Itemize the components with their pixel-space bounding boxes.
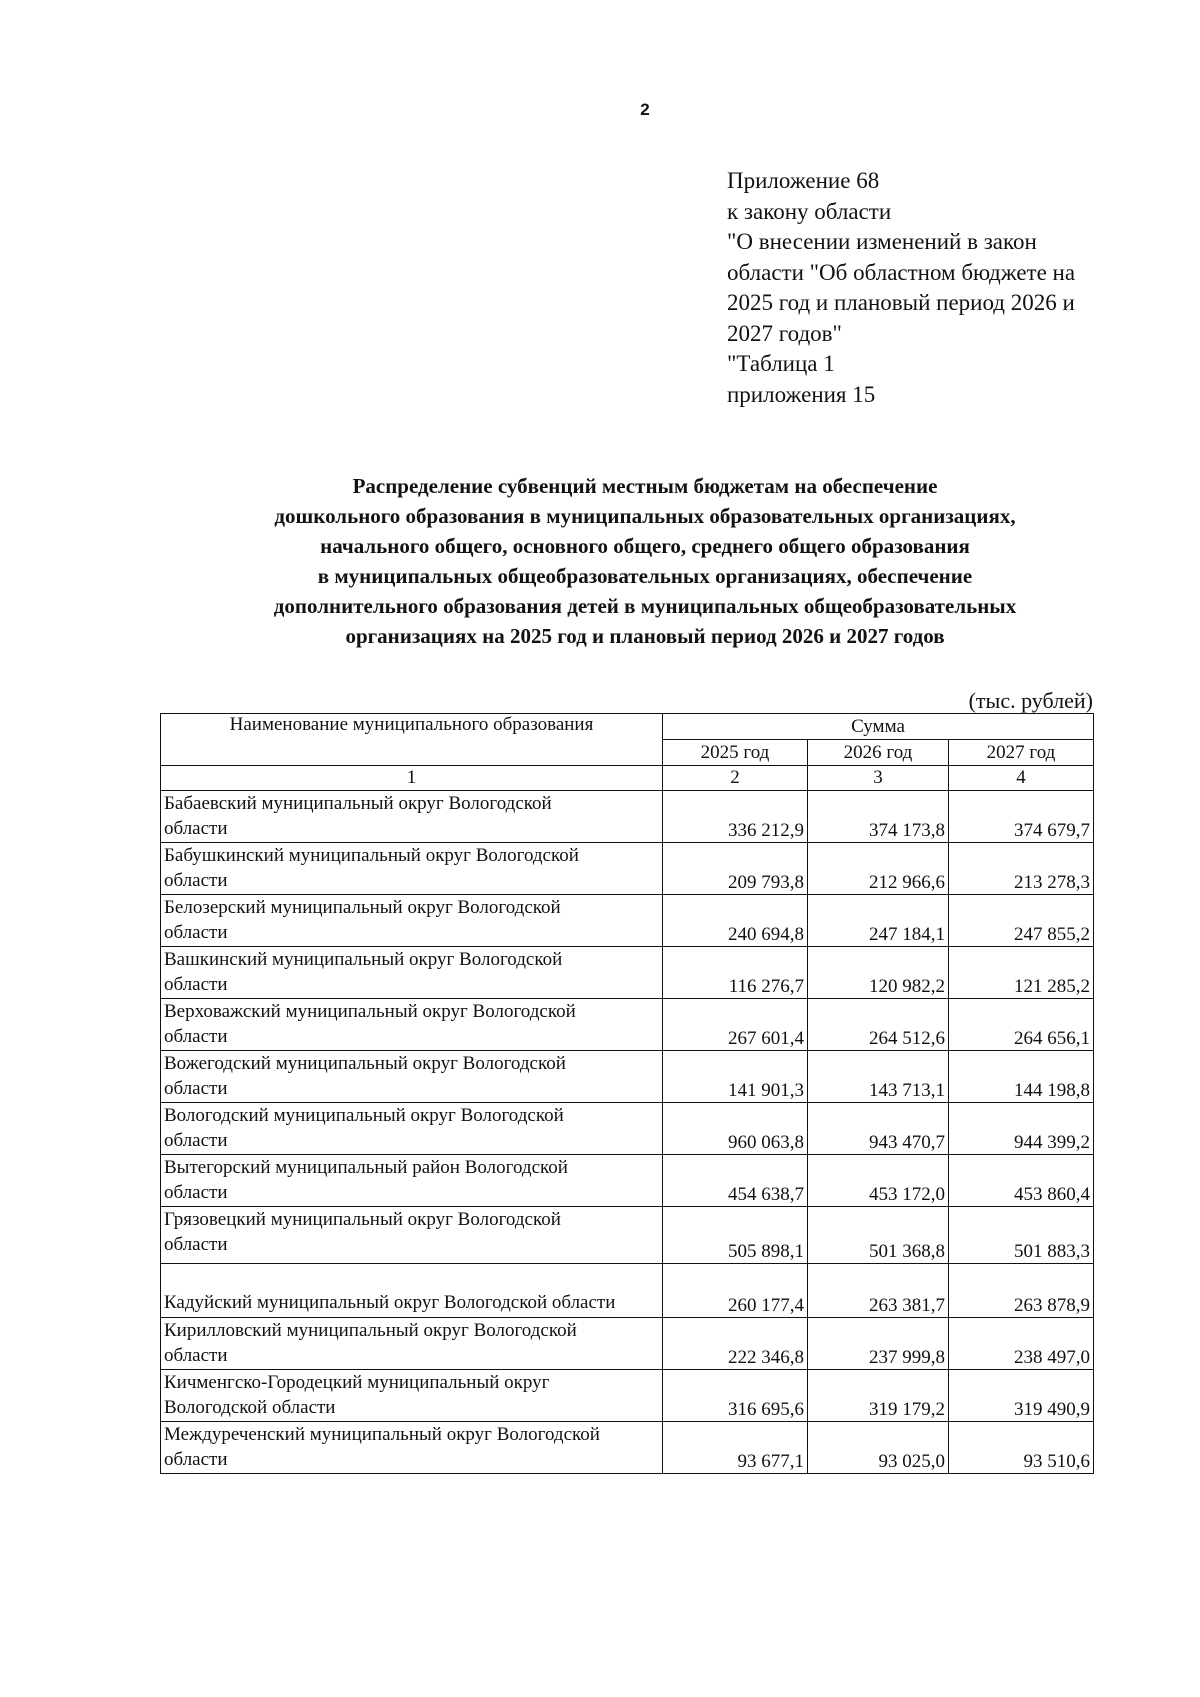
- value-2026: 212 966,6: [808, 843, 949, 895]
- municipality-name: Междуреченский муниципальный округ Вологодской области: [161, 1422, 663, 1474]
- municipality-name: Вологодский муниципальный округ Вологодской области: [161, 1103, 663, 1155]
- value-2027: 374 679,7: [949, 791, 1094, 843]
- value-2025: 141 901,3: [663, 1051, 808, 1103]
- header-sum: Сумма: [663, 714, 1094, 740]
- title-line: дошкольного образования в муниципальных образовательных организациях,: [274, 504, 1016, 528]
- value-2026: 453 172,0: [808, 1155, 949, 1207]
- table-row: [161, 947, 1094, 999]
- appendix-line: "О внесении изменений в закон: [727, 229, 1037, 254]
- subventions-table: [160, 713, 1094, 1474]
- value-2025: 267 601,4: [663, 999, 808, 1051]
- value-2026: 143 713,1: [808, 1051, 949, 1103]
- value-2025: 960 063,8: [663, 1103, 808, 1155]
- value-2026: 263 381,7: [808, 1264, 949, 1318]
- table-row: [161, 843, 1094, 895]
- table-row: [161, 999, 1094, 1051]
- municipality-name: Верховажский муниципальный округ Вологодской области: [161, 999, 663, 1051]
- table-row: [161, 1051, 1094, 1103]
- value-2026: 319 179,2: [808, 1370, 949, 1422]
- table-row: [161, 1370, 1094, 1422]
- value-2025: 316 695,6: [663, 1370, 808, 1422]
- value-2027: 93 510,6: [949, 1422, 1094, 1474]
- table-row: [161, 1207, 1094, 1264]
- value-2025: 209 793,8: [663, 843, 808, 895]
- municipality-name: Кадуйский муниципальный округ Вологодской области: [161, 1264, 663, 1318]
- value-2026: 374 173,8: [808, 791, 949, 843]
- value-2027: 264 656,1: [949, 999, 1094, 1051]
- column-number: 4: [949, 766, 1094, 791]
- table-row: [161, 1264, 1094, 1318]
- municipality-name: Бабушкинский муниципальный округ Вологодской области: [161, 843, 663, 895]
- value-2026: 237 999,8: [808, 1318, 949, 1370]
- value-2027: 121 285,2: [949, 947, 1094, 999]
- value-2027: 263 878,9: [949, 1264, 1094, 1318]
- value-2025: 505 898,1: [663, 1207, 808, 1264]
- title-line: начального общего, основного общего, среднего общего образования: [320, 534, 970, 558]
- value-2025: 222 346,8: [663, 1318, 808, 1370]
- title-line: организациях на 2025 год и плановый период 2026 и 2027 годов: [345, 624, 945, 648]
- municipality-name: Белозерский муниципальный округ Вологодской области: [161, 895, 663, 947]
- table-row: [161, 1103, 1094, 1155]
- municipality-name: Вашкинский муниципальный округ Вологодской области: [161, 947, 663, 999]
- appendix-line: приложения 15: [727, 381, 876, 407]
- header-year-2025: 2025 год: [663, 740, 808, 766]
- table-row: [161, 1155, 1094, 1207]
- value-2026: 501 368,8: [808, 1207, 949, 1264]
- value-2025: 240 694,8: [663, 895, 808, 947]
- column-number: 2: [663, 766, 808, 791]
- value-2027: 144 198,8: [949, 1051, 1094, 1103]
- appendix-line: "Таблица 1: [727, 351, 835, 376]
- value-2027: 247 855,2: [949, 895, 1094, 947]
- value-2027: 238 497,0: [949, 1318, 1094, 1370]
- value-2027: 944 399,2: [949, 1103, 1094, 1155]
- municipality-name: Кичменгско-Городецкий муниципальный округ Вологодской области: [161, 1370, 663, 1422]
- page-number: 2: [640, 100, 650, 119]
- column-number: 1: [161, 766, 663, 791]
- table-row: [161, 791, 1094, 843]
- header-name: Наименование муниципального образования: [161, 714, 663, 766]
- value-2025: 454 638,7: [663, 1155, 808, 1207]
- appendix-line: к закону области: [727, 198, 892, 224]
- value-2025: 93 677,1: [663, 1422, 808, 1474]
- document-title: [150, 471, 1140, 651]
- appendix-reference: [727, 166, 1127, 410]
- value-2025: 336 212,9: [663, 791, 808, 843]
- table-row: [161, 895, 1094, 947]
- title-line: дополнительного образования детей в муниципальных общеобразовательных: [273, 594, 1017, 618]
- appendix-line: 2025 год и плановый период 2026 и: [727, 290, 1075, 315]
- municipality-name: Грязовецкий муниципальный округ Вологодской области: [161, 1207, 663, 1264]
- value-2026: 120 982,2: [808, 947, 949, 999]
- municipality-name: Кирилловский муниципальный округ Вологодской области: [161, 1318, 663, 1370]
- header-year-2027: 2027 год: [949, 740, 1094, 766]
- title-line: в муниципальных общеобразовательных организациях, обеспечение: [317, 564, 973, 588]
- value-2026: 93 025,0: [808, 1422, 949, 1474]
- value-2026: 264 512,6: [808, 999, 949, 1051]
- table-row: [161, 1318, 1094, 1370]
- table-row: [161, 1422, 1094, 1474]
- value-2027: 319 490,9: [949, 1370, 1094, 1422]
- municipality-name: Бабаевский муниципальный округ Вологодской области: [161, 791, 663, 843]
- municipality-name: Вытегорский муниципальный район Вологодской области: [161, 1155, 663, 1207]
- value-2025: 116 276,7: [663, 947, 808, 999]
- value-2027: 453 860,4: [949, 1155, 1094, 1207]
- value-2026: 247 184,1: [808, 895, 949, 947]
- header-year-2026: 2026 год: [808, 740, 949, 766]
- appendix-line: Приложение 68: [727, 168, 880, 193]
- units-label: (тыс. рублей): [968, 688, 1093, 713]
- value-2027: 501 883,3: [949, 1207, 1094, 1264]
- appendix-line: 2027 годов": [727, 320, 842, 346]
- value-2026: 943 470,7: [808, 1103, 949, 1155]
- column-number: 3: [808, 766, 949, 791]
- value-2025: 260 177,4: [663, 1264, 808, 1318]
- title-line: Распределение субвенций местным бюджетам на обеспечение: [352, 474, 938, 498]
- value-2027: 213 278,3: [949, 843, 1094, 895]
- appendix-line: области "Об областном бюджете на: [727, 259, 1076, 285]
- municipality-name: Вожегодский муниципальный округ Вологодской области: [161, 1051, 663, 1103]
